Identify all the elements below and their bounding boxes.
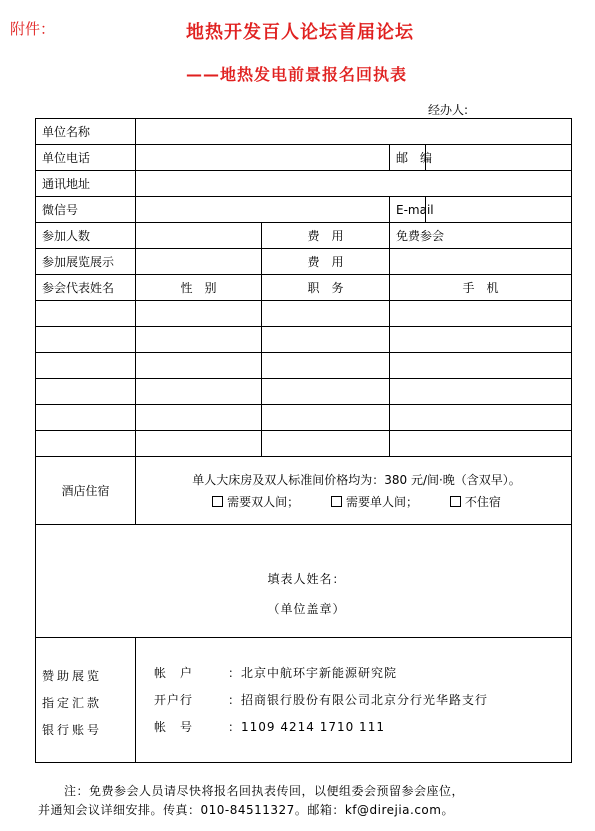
account-number-line: 帐 号 ：1109 4214 1710 111 [154,719,385,734]
checkbox-icon[interactable] [212,496,223,507]
hotel-options-cell [136,457,572,525]
checkbox-icon[interactable] [450,496,461,507]
attachment-label: 附件： [10,20,56,38]
rep-name-cell[interactable] [36,431,136,457]
seal-label: （单位盖章） [267,602,346,616]
bank-label-line: 银行账号 [42,722,103,737]
rep-name-cell[interactable] [36,327,136,353]
gender-cell[interactable] [136,379,262,405]
bank-label-cell [36,638,136,763]
unit-phone-row [36,145,572,171]
wechat-row [36,197,572,223]
email-label: E-mail [390,197,426,223]
hotel-price-text: 单人大床房及双人标准间价格均为：380 元/间·晚（含双早）。 [192,472,521,487]
fee-label: 费 用 [262,223,390,249]
mobile-cell[interactable] [390,379,572,405]
mobile-cell[interactable] [390,301,572,327]
unit-name-field[interactable] [136,119,572,145]
single-room-option[interactable]: 需要单人间； [331,491,418,513]
table-row [36,353,572,379]
bank-label-line: 指定汇款 [42,695,103,710]
mobile-header: 手 机 [390,275,572,301]
unit-name-label: 单位名称 [36,119,136,145]
representative-header-row [36,275,572,301]
gender-cell[interactable] [136,301,262,327]
footnote-line: 注：免费参会人员请尽快将报名回执表传回，以便组委会预留参会座位， [64,784,465,798]
bank-label-line: 赞助展览 [42,668,103,683]
position-cell[interactable] [262,405,390,431]
address-label: 通讯地址 [36,171,136,197]
unit-phone-field[interactable] [136,145,390,171]
gender-cell[interactable] [136,327,262,353]
table-row [36,301,572,327]
signature-row [36,525,572,638]
rep-name-cell[interactable] [36,301,136,327]
attendees-label: 参加人数 [36,223,136,249]
rep-name-cell[interactable] [36,353,136,379]
gender-cell[interactable] [136,431,262,457]
address-field[interactable] [136,171,572,197]
handler-label: 经办人: [428,103,469,117]
gender-cell[interactable] [136,405,262,431]
postcode-field[interactable] [426,145,572,171]
account-name-value: ：北京中航环宇新能源研究院 [228,665,398,680]
email-field[interactable] [426,197,572,223]
table-row [36,405,572,431]
free-attend-label: 免费参会 [390,223,572,249]
bank-name-value: ：招商银行股份有限公司北京分行光华路支行 [228,692,489,707]
rep-name-cell[interactable] [36,379,136,405]
wechat-label: 微信号 [36,197,136,223]
address-row [36,171,572,197]
form-subtitle: ——地热发电前景报名回执表 [186,65,408,84]
registration-form-table [35,118,572,763]
bank-details-cell [136,638,572,763]
mobile-cell[interactable] [390,431,572,457]
bank-account-row [36,638,572,763]
bank-name-line: 开户行 ：招商银行股份有限公司北京分行光华路支行 [154,692,489,707]
table-row [36,327,572,353]
unit-phone-label: 单位电话 [36,145,136,171]
double-room-option[interactable]: 需要双人间； [212,491,299,513]
rep-name-cell[interactable] [36,405,136,431]
gender-header: 性 别 [136,275,262,301]
account-number-value: ：1109 4214 1710 111 [228,719,385,734]
wechat-field[interactable] [136,197,390,223]
exhibition-fee-field[interactable] [390,249,572,275]
attendees-field[interactable] [136,223,262,249]
position-header: 职 务 [262,275,390,301]
hotel-row [36,457,572,525]
hotel-label: 酒店住宿 [36,457,136,525]
mobile-cell[interactable] [390,405,572,431]
postcode-label: 邮 编 [390,145,426,171]
exhibition-field[interactable] [136,249,262,275]
position-cell[interactable] [262,327,390,353]
forum-title: 地热开发百人论坛首届论坛 [186,22,414,43]
footnote [38,782,578,820]
table-row [36,379,572,405]
footnote-line: 并通知会议详细安排。传真：010-84511327。邮箱：kf@direjia.com。 [38,803,454,817]
position-cell[interactable] [262,301,390,327]
filler-name-label: 填表人姓名： [267,572,346,586]
position-cell[interactable] [262,431,390,457]
exhibition-fee-label: 费 用 [262,249,390,275]
exhibition-label: 参加展览展示 [36,249,136,275]
attendees-row [36,223,572,249]
unit-name-row [36,119,572,145]
table-row [36,431,572,457]
gender-cell[interactable] [136,353,262,379]
mobile-cell[interactable] [390,327,572,353]
account-name-line: 帐 户 ：北京中航环宇新能源研究院 [154,665,398,680]
mobile-cell[interactable] [390,353,572,379]
position-cell[interactable] [262,379,390,405]
no-stay-option[interactable]: 不住宿 [450,491,501,513]
position-cell[interactable] [262,353,390,379]
signature-cell[interactable] [36,525,572,638]
exhibition-row [36,249,572,275]
checkbox-icon[interactable] [331,496,342,507]
rep-name-header: 参会代表姓名 [36,275,136,301]
